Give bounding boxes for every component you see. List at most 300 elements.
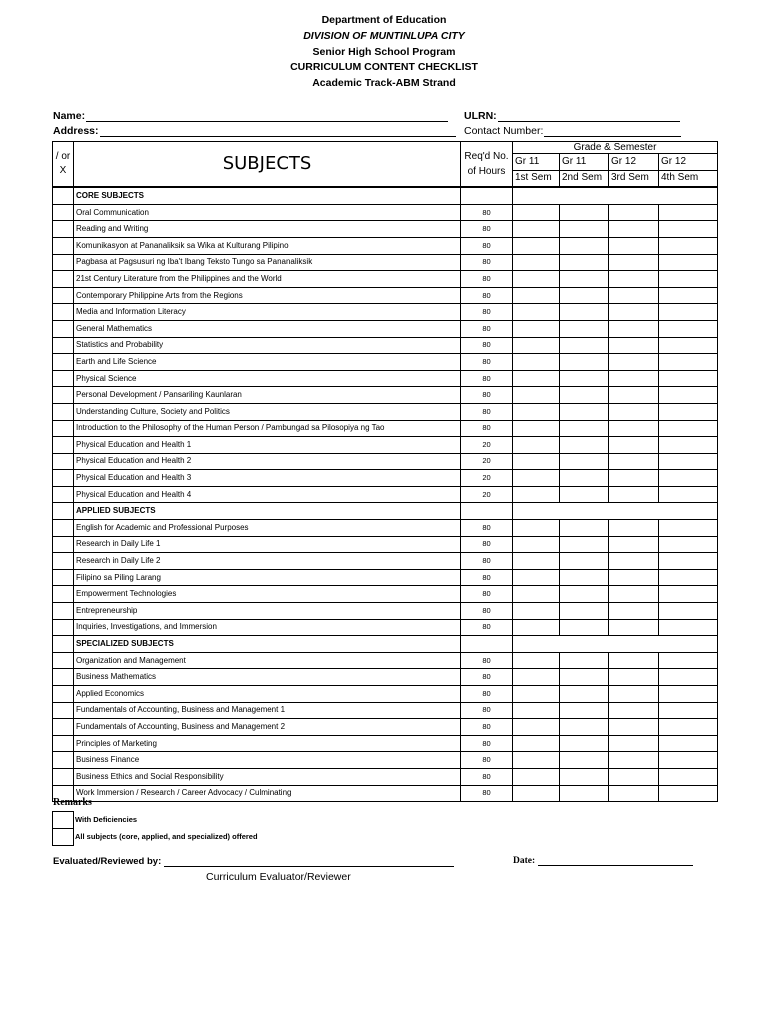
hours-cell	[461, 636, 513, 653]
semester-cell[interactable]	[609, 768, 659, 785]
semester-cell[interactable]	[513, 536, 560, 553]
semester-cell[interactable]	[659, 204, 718, 221]
required-hours: 20	[461, 453, 513, 470]
semester-cell[interactable]	[560, 304, 609, 321]
semester-cell[interactable]	[609, 221, 659, 238]
program-title: Senior High School Program	[312, 45, 456, 58]
subject-row	[53, 204, 718, 221]
subject-title: Understanding Culture, Society and Politics	[74, 403, 461, 420]
subject-row	[53, 536, 718, 553]
semester-cell[interactable]	[560, 453, 609, 470]
subject-row	[53, 553, 718, 570]
required-hours: 80	[461, 603, 513, 620]
semester-cell[interactable]	[560, 686, 609, 703]
semester-cell[interactable]	[609, 204, 659, 221]
evaluated-by-field[interactable]	[53, 856, 454, 867]
semester-cell[interactable]	[560, 337, 609, 354]
check-mark-cell[interactable]	[53, 735, 74, 752]
semester-cell[interactable]	[560, 603, 609, 620]
semester-cell[interactable]	[659, 752, 718, 769]
semester-cell[interactable]	[513, 470, 560, 487]
subject-title: Work Immersion / Research / Career Advocacy / Culminating	[74, 785, 461, 802]
required-hours: 80	[461, 403, 513, 420]
semester-cell[interactable]	[609, 387, 659, 404]
subject-row	[53, 702, 718, 719]
subject-row	[53, 420, 718, 437]
semester-cell[interactable]	[560, 536, 609, 553]
subject-title: Pagbasa at Pagsusuri ng Iba't Ibang Teksto Tungo sa Pananaliksik	[74, 254, 461, 271]
semester-cell[interactable]	[513, 486, 560, 503]
address-field[interactable]	[53, 125, 456, 137]
grade-semester-header: Grade & Semester	[513, 142, 718, 154]
semester-cell[interactable]	[513, 337, 560, 354]
semester-cell[interactable]	[560, 752, 609, 769]
semester-cell[interactable]	[659, 768, 718, 785]
check-mark-cell[interactable]	[53, 768, 74, 785]
semester-cell[interactable]	[513, 586, 560, 603]
required-hours: 80	[461, 337, 513, 354]
check-mark-cell[interactable]	[53, 320, 74, 337]
subject-title: Komunikasyon at Pananaliksik sa Wika at Kulturang Pilipino	[74, 237, 461, 254]
check-mark-cell[interactable]	[53, 752, 74, 769]
semester-cell[interactable]	[560, 553, 609, 570]
department-title: Department of Education	[321, 14, 447, 26]
semester-cell[interactable]	[513, 652, 560, 669]
check-mark-cell[interactable]	[53, 719, 74, 736]
subject-row	[53, 221, 718, 238]
check-mark-cell[interactable]	[53, 304, 74, 321]
semester-cell[interactable]	[609, 254, 659, 271]
remarks-title: Remarks	[53, 797, 92, 808]
check-mark-cell[interactable]	[53, 603, 74, 620]
subject-row	[53, 287, 718, 304]
subject-row	[53, 437, 718, 454]
semester-cell[interactable]	[659, 619, 718, 636]
required-hours: 80	[461, 370, 513, 387]
semester-cell[interactable]	[513, 553, 560, 570]
semester-cell[interactable]	[609, 437, 659, 454]
subject-row	[53, 569, 718, 586]
required-hours: 20	[461, 437, 513, 454]
semester-cell[interactable]	[513, 702, 560, 719]
semester-cell[interactable]	[513, 221, 560, 238]
category-label: APPLIED SUBJECTS	[74, 503, 461, 520]
semester-cell[interactable]	[513, 287, 560, 304]
check-mark-cell[interactable]	[53, 287, 74, 304]
semester-cell[interactable]	[659, 719, 718, 736]
semester-cell[interactable]	[609, 553, 659, 570]
subject-title: Applied Economics	[74, 686, 461, 703]
subject-title: General Mathematics	[74, 320, 461, 337]
check-mark-cell[interactable]	[53, 370, 74, 387]
subject-title: Filipino sa Piling Larang	[74, 569, 461, 586]
grade-header: Gr 12	[659, 154, 718, 171]
semester-cell[interactable]	[659, 304, 718, 321]
address-line[interactable]	[100, 125, 456, 137]
required-hours: 80	[461, 669, 513, 686]
semester-cell[interactable]	[560, 486, 609, 503]
subject-row	[53, 669, 718, 686]
semester-cell[interactable]	[513, 354, 560, 371]
subject-title: Business Ethics and Social Responsibility	[74, 768, 461, 785]
semester-cell[interactable]	[560, 702, 609, 719]
semester-cell[interactable]	[560, 320, 609, 337]
semester-cell[interactable]	[560, 586, 609, 603]
required-hours: 80	[461, 569, 513, 586]
semester-cell[interactable]	[659, 387, 718, 404]
semester-cell[interactable]	[659, 320, 718, 337]
subject-row	[53, 719, 718, 736]
semester-header: 4th Sem	[659, 170, 718, 187]
semester-cell[interactable]	[513, 453, 560, 470]
semester-cell[interactable]	[659, 486, 718, 503]
semester-cell[interactable]	[560, 735, 609, 752]
semester-cell[interactable]	[513, 569, 560, 586]
semester-cell[interactable]	[659, 569, 718, 586]
semester-cell[interactable]	[609, 536, 659, 553]
semester-cell[interactable]	[659, 221, 718, 238]
subject-title: Business Finance	[74, 752, 461, 769]
required-hours: 80	[461, 304, 513, 321]
subject-row	[53, 403, 718, 420]
semester-cell[interactable]	[609, 669, 659, 686]
semester-cell[interactable]	[560, 370, 609, 387]
required-hours: 80	[461, 619, 513, 636]
semester-cell[interactable]	[609, 453, 659, 470]
subject-title: Media and Information Literacy	[74, 304, 461, 321]
subject-title: Organization and Management	[74, 652, 461, 669]
semester-cell[interactable]	[609, 735, 659, 752]
semester-cell[interactable]	[659, 337, 718, 354]
check-mark-cell[interactable]	[53, 520, 74, 537]
required-hours: 80	[461, 254, 513, 271]
subject-row	[53, 785, 718, 802]
grade-header: Gr 12	[609, 154, 659, 171]
check-mark-cell[interactable]	[53, 221, 74, 238]
subject-row	[53, 470, 718, 487]
semester-cell[interactable]	[609, 603, 659, 620]
semester-cell[interactable]	[609, 719, 659, 736]
subject-title: Inquiries, Investigations, and Immersion	[74, 619, 461, 636]
semester-cell[interactable]	[560, 354, 609, 371]
check-mark-cell[interactable]	[53, 553, 74, 570]
semester-cell[interactable]	[513, 785, 560, 802]
subject-title: Introduction to the Philosophy of the Human Person / Pambungad sa Pilosopiya ng Tao	[74, 420, 461, 437]
check-mark-cell[interactable]	[53, 237, 74, 254]
semester-cell[interactable]	[513, 520, 560, 537]
date-field[interactable]	[513, 856, 693, 866]
contact-line[interactable]	[544, 125, 681, 137]
semester-cell[interactable]	[560, 387, 609, 404]
category-row	[53, 187, 718, 204]
check-mark-cell[interactable]	[53, 403, 74, 420]
contact-field[interactable]	[464, 125, 681, 137]
required-hours: 80	[461, 719, 513, 736]
subject-row	[53, 304, 718, 321]
semester-cell[interactable]	[659, 586, 718, 603]
semester-cell[interactable]	[609, 354, 659, 371]
subject-title: Fundamentals of Accounting, Business and Management 1	[74, 702, 461, 719]
all-subjects-checkbox[interactable]	[52, 828, 74, 846]
category-label: CORE SUBJECTS	[74, 187, 461, 204]
name-label: Name:	[53, 110, 86, 122]
ulrn-line[interactable]	[498, 110, 680, 122]
date-line[interactable]	[538, 856, 693, 866]
semester-cell[interactable]	[560, 403, 609, 420]
semester-header: 3rd Sem	[609, 170, 659, 187]
required-hours: 80	[461, 652, 513, 669]
semester-cell[interactable]	[659, 553, 718, 570]
required-hours: 80	[461, 320, 513, 337]
semester-cell[interactable]	[560, 287, 609, 304]
subject-row	[53, 387, 718, 404]
semester-cell[interactable]	[513, 370, 560, 387]
semester-header: 1st Sem	[513, 170, 560, 187]
semester-cell[interactable]	[659, 536, 718, 553]
semester-cell[interactable]	[513, 304, 560, 321]
with-deficiencies-label: With Deficiencies	[75, 815, 138, 824]
semester-cell[interactable]	[659, 271, 718, 288]
semester-cell[interactable]	[513, 254, 560, 271]
required-hours: 80	[461, 785, 513, 802]
semester-cell[interactable]	[609, 619, 659, 636]
semester-cell[interactable]	[609, 271, 659, 288]
semester-cell[interactable]	[513, 768, 560, 785]
semester-cell[interactable]	[513, 320, 560, 337]
semester-cell[interactable]	[609, 420, 659, 437]
subject-row	[53, 652, 718, 669]
semester-cell[interactable]	[659, 702, 718, 719]
subject-title: Statistics and Probability	[74, 337, 461, 354]
semester-cell[interactable]	[659, 420, 718, 437]
hours-cell	[461, 503, 513, 520]
check-mark-cell[interactable]	[53, 354, 74, 371]
all-subjects-label: All subjects (core, applied, and specialized) offered	[75, 832, 258, 841]
check-mark-cell[interactable]	[53, 204, 74, 221]
semester-cell[interactable]	[609, 785, 659, 802]
check-mark-cell[interactable]	[53, 387, 74, 404]
subject-row	[53, 453, 718, 470]
grade-header: Gr 11	[560, 154, 609, 171]
subject-row	[53, 254, 718, 271]
semester-cell[interactable]	[513, 619, 560, 636]
check-mark-cell[interactable]	[53, 586, 74, 603]
semester-cell[interactable]	[659, 686, 718, 703]
check-mark-cell[interactable]	[53, 420, 74, 437]
category-grade-cell	[513, 503, 718, 520]
mark-cell	[53, 636, 74, 653]
check-mark-cell[interactable]	[53, 337, 74, 354]
semester-cell[interactable]	[560, 719, 609, 736]
name-line[interactable]	[86, 110, 448, 122]
required-hours: 80	[461, 702, 513, 719]
semester-cell[interactable]	[659, 785, 718, 802]
semester-cell[interactable]	[609, 287, 659, 304]
subject-title: Business Mathematics	[74, 669, 461, 686]
category-label: SPECIALIZED SUBJECTS	[74, 636, 461, 653]
semester-cell[interactable]	[513, 204, 560, 221]
track-title: Academic Track-ABM Strand	[312, 77, 456, 90]
semester-cell[interactable]	[560, 619, 609, 636]
category-row	[53, 636, 718, 653]
semester-cell[interactable]	[513, 686, 560, 703]
semester-cell[interactable]	[609, 586, 659, 603]
semester-cell[interactable]	[609, 652, 659, 669]
semester-cell[interactable]	[659, 354, 718, 371]
subject-title: Empowerment Technologies	[74, 586, 461, 603]
subject-row	[53, 619, 718, 636]
check-mark-cell[interactable]	[53, 652, 74, 669]
semester-cell[interactable]	[560, 569, 609, 586]
hours-cell	[461, 187, 513, 204]
semester-cell[interactable]	[513, 387, 560, 404]
required-hours: 80	[461, 768, 513, 785]
semester-cell[interactable]	[560, 785, 609, 802]
semester-cell[interactable]	[513, 719, 560, 736]
semester-cell[interactable]	[659, 520, 718, 537]
required-hours: 80	[461, 536, 513, 553]
semester-cell[interactable]	[609, 237, 659, 254]
subject-title: Research in Daily Life 1	[74, 536, 461, 553]
semester-cell[interactable]	[659, 437, 718, 454]
subject-title: Principles of Marketing	[74, 735, 461, 752]
subject-row	[53, 237, 718, 254]
semester-cell[interactable]	[513, 603, 560, 620]
semester-cell[interactable]	[609, 403, 659, 420]
with-deficiencies-checkbox[interactable]	[52, 811, 74, 829]
semester-cell[interactable]	[659, 652, 718, 669]
semester-cell[interactable]	[609, 486, 659, 503]
subject-title: Oral Communication	[74, 204, 461, 221]
semester-cell[interactable]	[560, 520, 609, 537]
semester-cell[interactable]	[560, 237, 609, 254]
semester-cell[interactable]	[560, 652, 609, 669]
required-hours: 80	[461, 752, 513, 769]
contact-label: Contact Number:	[464, 125, 544, 137]
semester-cell[interactable]	[513, 420, 560, 437]
semester-cell[interactable]	[659, 453, 718, 470]
check-mark-cell[interactable]	[53, 686, 74, 703]
semester-cell[interactable]	[659, 603, 718, 620]
semester-cell[interactable]	[659, 669, 718, 686]
semester-cell[interactable]	[513, 669, 560, 686]
semester-cell[interactable]	[609, 304, 659, 321]
subject-title: Research in Daily Life 2	[74, 553, 461, 570]
semester-cell[interactable]	[609, 569, 659, 586]
semester-cell[interactable]	[609, 470, 659, 487]
semester-cell[interactable]	[513, 752, 560, 769]
semester-cell[interactable]	[560, 669, 609, 686]
category-grade-cell	[513, 636, 718, 653]
semester-cell[interactable]	[560, 437, 609, 454]
subject-title: Physical Education and Health 4	[74, 486, 461, 503]
check-mark-cell[interactable]	[53, 619, 74, 636]
category-row	[53, 503, 718, 520]
semester-cell[interactable]	[513, 237, 560, 254]
subject-title: Entrepreneurship	[74, 603, 461, 620]
semester-cell[interactable]	[609, 520, 659, 537]
check-mark-cell[interactable]	[53, 669, 74, 686]
check-mark-cell[interactable]	[53, 470, 74, 487]
required-hours: 80	[461, 271, 513, 288]
mark-cell	[53, 187, 74, 204]
semester-cell[interactable]	[560, 221, 609, 238]
semester-cell[interactable]	[609, 370, 659, 387]
check-mark-cell[interactable]	[53, 569, 74, 586]
semester-cell[interactable]	[560, 420, 609, 437]
subject-row	[53, 370, 718, 387]
check-mark-cell[interactable]	[53, 536, 74, 553]
semester-cell[interactable]	[659, 370, 718, 387]
semester-cell[interactable]	[659, 287, 718, 304]
subject-row	[53, 271, 718, 288]
semester-cell[interactable]	[513, 403, 560, 420]
document-header	[0, 13, 768, 92]
semester-cell[interactable]	[513, 735, 560, 752]
check-mark-cell[interactable]	[53, 702, 74, 719]
semester-cell[interactable]	[560, 204, 609, 221]
subject-row	[53, 320, 718, 337]
ulrn-field[interactable]	[464, 110, 680, 122]
check-mark-cell[interactable]	[53, 437, 74, 454]
semester-cell[interactable]	[659, 254, 718, 271]
required-hours: 80	[461, 686, 513, 703]
subject-title: Physical Science	[74, 370, 461, 387]
semester-cell[interactable]	[659, 403, 718, 420]
required-hours: 80	[461, 520, 513, 537]
subject-title: 21st Century Literature from the Philippines and the World	[74, 271, 461, 288]
semester-cell[interactable]	[659, 735, 718, 752]
required-hours: 80	[461, 553, 513, 570]
required-hours: 80	[461, 204, 513, 221]
evaluated-by-line[interactable]	[164, 857, 454, 867]
semester-cell[interactable]	[560, 470, 609, 487]
semester-cell[interactable]	[609, 320, 659, 337]
semester-cell[interactable]	[560, 768, 609, 785]
required-hours: 80	[461, 221, 513, 238]
semester-cell[interactable]	[659, 470, 718, 487]
subject-title: English for Academic and Professional Purposes	[74, 520, 461, 537]
check-mark-cell[interactable]	[53, 271, 74, 288]
check-mark-cell[interactable]	[53, 453, 74, 470]
subject-title: Personal Development / Pansariling Kaunlaran	[74, 387, 461, 404]
subject-title: Physical Education and Health 3	[74, 470, 461, 487]
subject-row	[53, 586, 718, 603]
semester-cell[interactable]	[609, 686, 659, 703]
semester-cell[interactable]	[659, 237, 718, 254]
semester-cell[interactable]	[609, 337, 659, 354]
semester-cell[interactable]	[513, 437, 560, 454]
check-mark-cell[interactable]	[53, 486, 74, 503]
check-mark-cell[interactable]	[53, 254, 74, 271]
semester-cell[interactable]	[560, 254, 609, 271]
subject-title: Reading and Writing	[74, 221, 461, 238]
semester-cell[interactable]	[609, 702, 659, 719]
name-field[interactable]	[53, 110, 448, 122]
subject-row	[53, 486, 718, 503]
checklist-title: CURRICULUM CONTENT CHECKLIST	[290, 61, 478, 74]
subject-title: Contemporary Philippine Arts from the Regions	[74, 287, 461, 304]
subject-row	[53, 337, 718, 354]
category-grade-cell	[513, 187, 718, 204]
date-label: Date:	[513, 856, 536, 866]
semester-cell[interactable]	[609, 752, 659, 769]
semester-cell[interactable]	[560, 271, 609, 288]
subject-title: Fundamentals of Accounting, Business and Management 2	[74, 719, 461, 736]
semester-cell[interactable]	[513, 271, 560, 288]
division-title: DIVISION OF MUNTINLUPA CITY	[303, 29, 465, 42]
required-hours: 80	[461, 735, 513, 752]
